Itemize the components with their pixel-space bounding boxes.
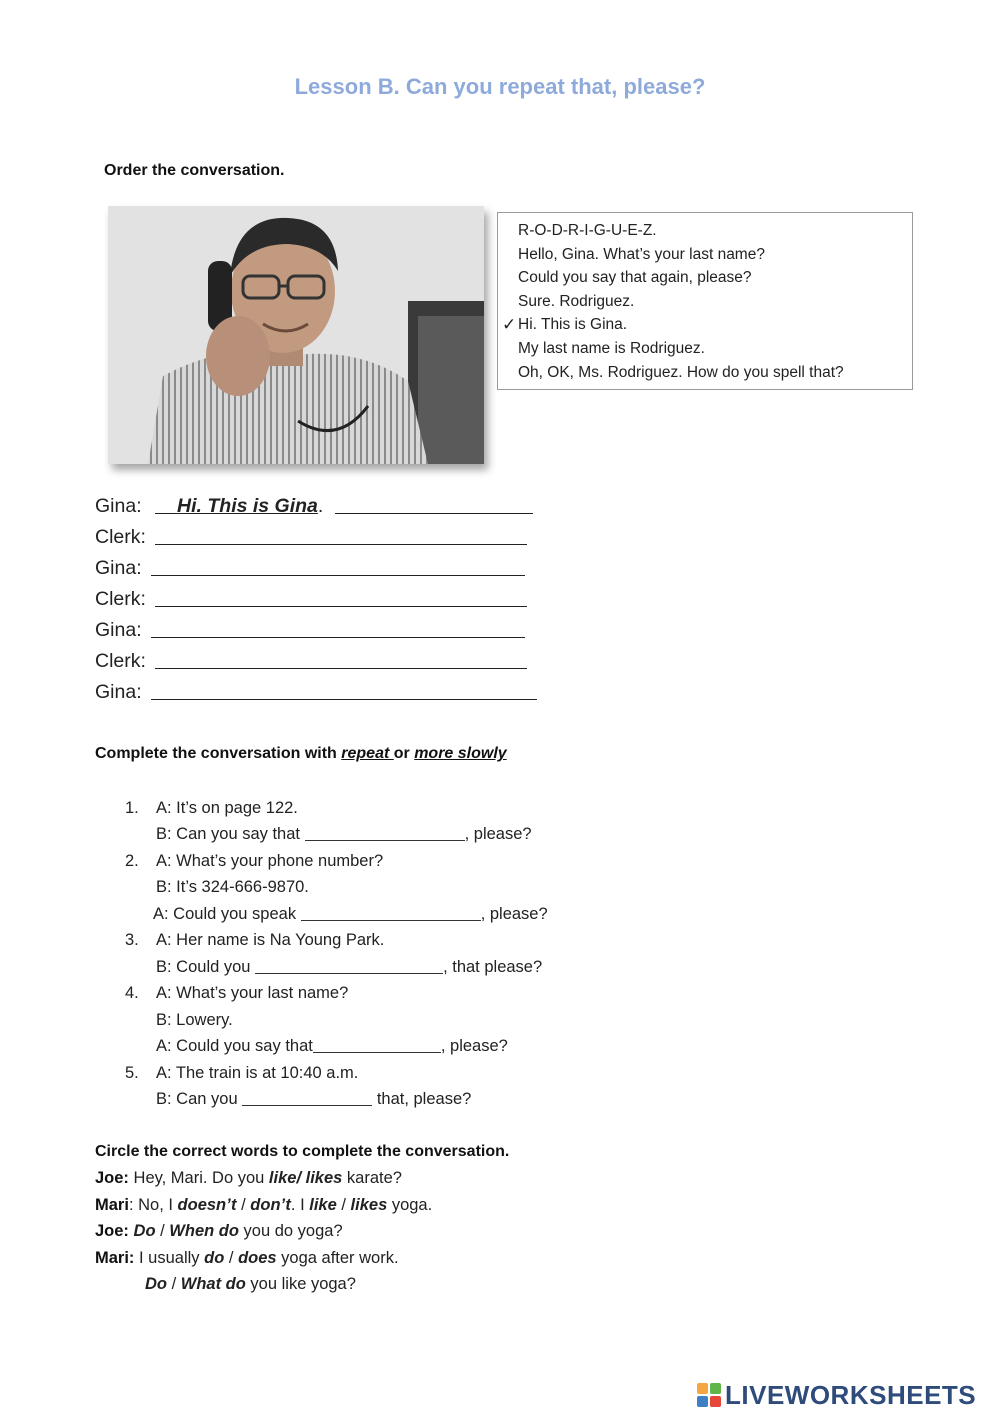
circle-line-5 xyxy=(145,1275,356,1294)
item-line: A: Her name is Na Young Park. xyxy=(156,931,385,949)
speaker-label: Mari: xyxy=(95,1249,135,1267)
item-text: A: Could you say that xyxy=(156,1037,313,1055)
item-text: , please? xyxy=(480,905,548,923)
word-option[interactable]: do xyxy=(204,1249,225,1267)
line-text: I usually xyxy=(134,1249,205,1267)
speaker-label: Clerk: xyxy=(95,650,146,672)
word-list-item: Sure. Rodriguez. xyxy=(518,292,635,310)
check-mark-icon: ✓ xyxy=(502,315,517,335)
fill-blank[interactable] xyxy=(255,958,443,974)
separator: / xyxy=(167,1275,181,1293)
logo-icon xyxy=(697,1383,721,1407)
word-list-item: R-O-D-R-I-G-U-E-Z. xyxy=(518,222,657,239)
word-list-item-checked xyxy=(502,313,912,337)
line-text: . I xyxy=(290,1196,310,1214)
dialogue-line-2 xyxy=(95,525,527,549)
section-heading-circle: Circle the correct words to complete the conversation. xyxy=(95,1143,510,1160)
circle-line-4 xyxy=(95,1249,399,1268)
item-line xyxy=(156,958,542,977)
fill-blank[interactable] xyxy=(301,905,481,921)
item-text: A: Could you speak xyxy=(153,905,297,923)
logo-square xyxy=(710,1396,721,1407)
section-heading-complete xyxy=(95,745,507,763)
separator: / xyxy=(155,1222,170,1240)
answer-blank[interactable] xyxy=(155,525,527,545)
answer-blank[interactable] xyxy=(151,680,537,700)
line-text: karate? xyxy=(342,1169,402,1187)
line-text: you like yoga? xyxy=(245,1275,356,1293)
item-line xyxy=(156,825,532,844)
item-line: A: The train is at 10:40 a.m. xyxy=(156,1064,359,1082)
item-number: 5. xyxy=(125,1064,139,1082)
word-option[interactable]: Do xyxy=(133,1222,156,1240)
answer-blank[interactable] xyxy=(155,649,527,669)
option-repeat: repeat xyxy=(341,745,394,762)
word-list-item: Hello, Gina. What’s your last name? xyxy=(518,245,765,263)
word-option[interactable]: don’t xyxy=(250,1196,291,1214)
speaker-label: Gina: xyxy=(95,495,142,517)
dialogue-line-3 xyxy=(95,556,525,580)
speaker-label: Clerk: xyxy=(95,588,146,610)
liveworksheets-logo xyxy=(697,1378,976,1412)
word-option[interactable]: like/ likes xyxy=(268,1169,343,1187)
answer-text: Hi. This is Gina xyxy=(177,495,318,517)
answer-blank[interactable] xyxy=(151,618,525,638)
circle-line-2 xyxy=(95,1196,432,1215)
speaker-label: Gina: xyxy=(95,681,142,703)
word-option[interactable]: likes xyxy=(350,1196,388,1214)
separator: / xyxy=(236,1196,251,1214)
dialogue-line-1 xyxy=(95,494,533,518)
answer-blank[interactable] xyxy=(151,556,525,576)
item-text: B: Can you say that xyxy=(156,825,300,843)
item-line: A: It’s on page 122. xyxy=(156,799,298,817)
item-text: B: Could you xyxy=(156,958,251,976)
item-line: B: It’s 324-666-9870. xyxy=(156,878,309,896)
word-list-item: Could you say that again, please? xyxy=(518,269,752,287)
item-line xyxy=(153,905,548,924)
dialogue-line-4 xyxy=(95,587,527,611)
speaker-label: Joe: xyxy=(95,1169,129,1187)
fill-blank[interactable] xyxy=(313,1037,441,1053)
word-list-box xyxy=(497,212,913,390)
dialogue-line-7 xyxy=(95,680,537,704)
word-option[interactable]: does xyxy=(238,1249,277,1267)
item-number: 1. xyxy=(125,799,139,817)
man-on-phone-illustration xyxy=(108,206,484,464)
word-option[interactable]: like xyxy=(309,1196,337,1214)
speaker-label: Gina: xyxy=(95,557,142,579)
item-text: B: Can you xyxy=(156,1090,238,1108)
option-more-slowly: more slowly xyxy=(414,745,507,762)
circle-line-3 xyxy=(95,1222,343,1241)
speaker-label: Clerk: xyxy=(95,526,146,548)
word-option[interactable]: What do xyxy=(180,1275,246,1293)
dialogue-line-6 xyxy=(95,649,527,673)
dialogue-line-5 xyxy=(95,618,525,642)
speaker-label: Joe: xyxy=(95,1222,129,1240)
item-text: , please? xyxy=(440,1037,508,1055)
line-text: Hey, Mari. Do you xyxy=(128,1169,269,1187)
logo-square xyxy=(697,1383,708,1394)
item-number: 2. xyxy=(125,852,139,870)
item-text: , that please? xyxy=(443,958,543,976)
item-line: A: What’s your phone number? xyxy=(156,852,384,870)
item-line xyxy=(156,1037,508,1056)
section-heading-order: Order the conversation. xyxy=(104,162,285,179)
separator: / xyxy=(336,1196,351,1214)
logo-square xyxy=(710,1383,721,1394)
line-text: you do yoga? xyxy=(238,1222,343,1240)
answer-blank xyxy=(155,494,177,514)
answer-blank[interactable] xyxy=(155,587,527,607)
logo-square xyxy=(697,1396,708,1407)
word-option[interactable]: When do xyxy=(169,1222,239,1240)
word-list-item: My last name is Rodriguez. xyxy=(518,339,705,357)
line-text: yoga after work. xyxy=(276,1249,399,1267)
answer-punctuation: . xyxy=(317,495,324,517)
item-line: A: What’s your last name? xyxy=(156,984,349,1002)
answer-blank[interactable] xyxy=(335,494,533,514)
word-option[interactable]: doesn’t xyxy=(177,1196,237,1214)
item-number: 3. xyxy=(125,931,139,949)
fill-blank[interactable] xyxy=(242,1090,372,1106)
speaker-label: Mari xyxy=(95,1196,129,1214)
item-text: , please? xyxy=(464,825,532,843)
item-line xyxy=(156,1090,471,1109)
page-title: Lesson B. Can you repeat that, please? xyxy=(294,74,706,99)
photo-man-on-phone xyxy=(108,206,484,464)
separator: / xyxy=(224,1249,239,1267)
circle-line-1 xyxy=(95,1169,402,1188)
word-list-item: Oh, OK, Ms. Rodriguez. How do you spell that? xyxy=(518,363,844,381)
word-list-item-text: Hi. This is Gina. xyxy=(518,316,628,334)
speaker-label: Gina: xyxy=(95,619,142,641)
heading-text: or xyxy=(393,745,415,762)
line-text: : No, I xyxy=(128,1196,178,1214)
item-text: that, please? xyxy=(372,1090,472,1108)
logo-text: LIVEWORKSHEETS xyxy=(725,1379,977,1410)
heading-text: Complete the conversation with xyxy=(95,745,342,762)
item-number: 4. xyxy=(125,984,139,1002)
fill-blank[interactable] xyxy=(305,825,465,841)
word-option[interactable]: Do xyxy=(145,1275,167,1293)
line-text: yoga. xyxy=(387,1196,433,1214)
item-line: B: Lowery. xyxy=(156,1011,233,1029)
